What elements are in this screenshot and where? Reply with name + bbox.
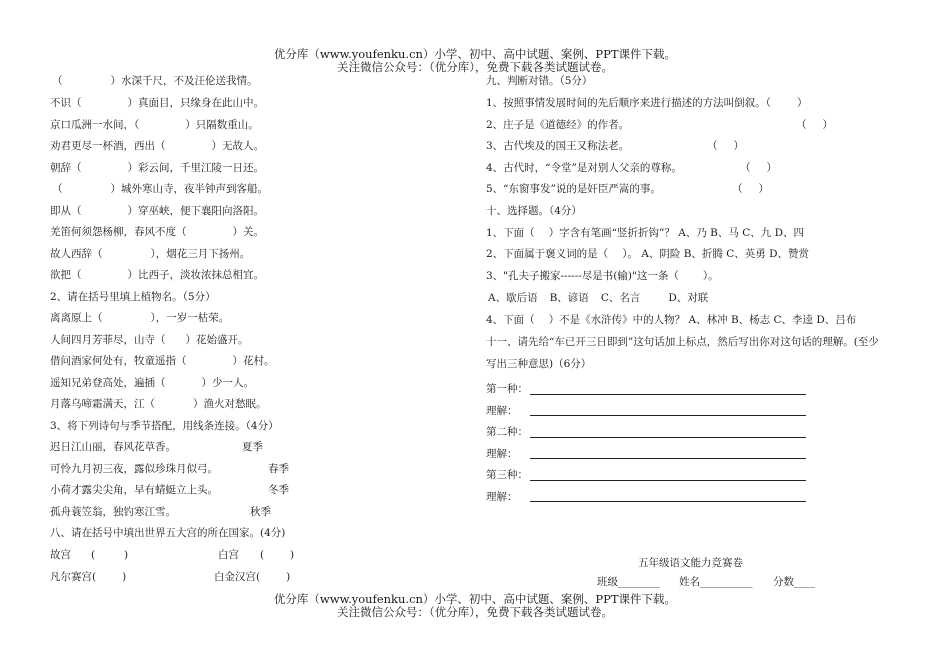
answer-label-4: 理解： (486, 448, 518, 460)
q11-title-line-2: 写出三种意思)（6分） (486, 358, 592, 370)
answer-label-3: 第二种： (486, 426, 528, 438)
q10-title: 十、选择题。（4分） (486, 205, 582, 217)
answer-line-4[interactable] (530, 458, 806, 459)
q10-item-3-options: A、歇后语 B、谚语 C、名言 D、对联 (488, 292, 709, 304)
footer-line-1: 优分库（www.youfenku.cn）小学、初中、高中试题、案例、PPT课件下载。 (273, 592, 677, 606)
q2-item-4: 遥知兄弟登高处，遍插（ ）少一人。 (50, 377, 254, 389)
q2-item-3: 借问酒家何处有，牧童遥指（ ）花村。 (50, 355, 275, 367)
q3-poem-3: 小荷才露尖尖角，早有蜻蜓立上头。 (50, 484, 218, 496)
q3-poem-1: 迟日江山丽，春风花草香。 (50, 441, 176, 453)
palace-2: 白宫 (218, 549, 239, 561)
class-field[interactable]: 班级________ (597, 576, 660, 588)
score-field[interactable]: 分数____ (773, 576, 815, 588)
banner-line-2: 关注微信公众号：（优分库），免费下载各类试题试卷。 (337, 60, 613, 74)
palace-2-paren-open: ( (260, 549, 265, 561)
palace-1: 故宫 (50, 549, 71, 561)
q9-item-2-paren: （ ） (796, 119, 833, 131)
q3-title: 3、将下列诗句与季节搭配，用线条连接。（4分） (50, 420, 279, 432)
q9-item-5: 5、“东窗事发”说的是奸臣严嵩的事。 (486, 183, 661, 195)
answer-line-1[interactable] (530, 394, 806, 395)
answer-label-1: 第一种： (486, 383, 528, 395)
answer-line-3[interactable] (530, 437, 806, 438)
q9-title: 九、判断对错。（5分） (486, 75, 593, 87)
q3-season-2: 春季 (268, 463, 289, 475)
poem-line-3: 京口瓜洲一水间，（ ）只隔数重山。 (50, 119, 259, 131)
q9-item-4-paren: （ ） (740, 162, 777, 174)
answer-label-6: 理解： (486, 491, 518, 503)
answer-label-2: 理解： (486, 405, 518, 417)
footer-line-2: 关注微信公众号：（优分库），免费下载各类试题试卷。 (337, 605, 613, 619)
q9-item-3: 3、古代埃及的国王又称法老。 (486, 140, 630, 152)
q11-title-line-1: 十一、请先给“车已开三日即到”这句话加上标点，然后写出你对这句话的理解。(至少 (486, 336, 879, 348)
answer-line-6[interactable] (530, 501, 806, 502)
poem-line-2: 不识（ ）真面目，只缘身在此山中。 (50, 97, 264, 109)
exam-title: 五年级语文能力竞赛卷 (638, 557, 743, 569)
q2-item-2: 人间四月芳菲尽，山寺（ ）花始盛开。 (50, 334, 249, 346)
q2-title: 2、请在括号里填上植物名。（5分） (50, 291, 216, 303)
q10-item-3: 3、"孔夫子搬家------尽是书(输)"这一条（ ）。 (486, 270, 719, 282)
q9-item-5-paren: （ ） (732, 183, 769, 195)
q10-item-4: 4、下面（ ）不是《水浒传》中的人物？ A、林冲 B、杨志 C、李逵 D、吕布 (486, 314, 857, 326)
poem-line-10: 欲把（ ）比西子，淡妆浓抹总相宜。 (50, 269, 264, 281)
poem-line-4: 劝君更尽一杯酒，西出（ ）无故人。 (50, 140, 264, 152)
q3-season-1: 夏季 (242, 441, 263, 453)
banner-line-1: 优分库（www.youfenku.cn）小学、初中、高中试题、案例、PPT课件下载。 (273, 47, 677, 61)
palace-1-paren-close: ) (124, 549, 129, 561)
answer-label-5: 第三种： (486, 469, 528, 481)
q3-poem-4: 孤舟蓑笠翁，独钓寒江雪。 (50, 506, 176, 518)
q2-item-5: 月落乌啼霜满天，江（ ）渔火对愁眠。 (50, 398, 267, 410)
q9-item-3-paren: （ ） (707, 140, 744, 152)
q3-poem-2: 可怜九月初三夜，露似珍珠月似弓。 (50, 463, 218, 475)
poem-line-1: （ ）水深千尺，不及汪伦送我情。 (52, 75, 258, 87)
poem-line-7: 即从（ ）穿巫峡，便下襄阳向洛阳。 (50, 205, 264, 217)
poem-line-5: 朝辞（ ）彩云间，千里江陵一日还。 (50, 162, 264, 174)
q2-item-1: 离离原上（ ），一岁一枯荣。 (50, 312, 230, 324)
poem-line-6: （ ）城外寒山寺，夜半钟声到客船。 (52, 183, 268, 195)
q9-item-2: 2、庄子是《道德经》的作者。 (486, 119, 630, 131)
palace-3: 凡尔赛宫( ) (50, 571, 127, 583)
q9-item-1: 1、按照事情发展时间的先后顺序来进行描述的方法叫倒叙。（ ） (486, 97, 808, 109)
name-field[interactable]: 姓名__________ (679, 576, 753, 588)
q9-item-4: 4、古代时，“令堂”是对别人父亲的尊称。 (486, 162, 682, 174)
poem-line-8: 羌笛何须怨杨柳，春风不度（ ）关。 (50, 226, 264, 238)
palace-1-paren-open: ( (91, 549, 96, 561)
header-banner (0, 48, 950, 74)
poem-line-9: 故人西辞（ ），烟花三月下扬州。 (50, 248, 251, 260)
palace-4: 白金汉宫( ) (214, 571, 291, 583)
answer-line-5[interactable] (530, 480, 806, 481)
footer-banner (0, 593, 950, 619)
q8-title: 八、请在括号中填出世界五大宫的所在国家。(4分) (50, 527, 286, 539)
q10-item-1: 1、下面（ ）字含有笔画“竖折折钩”？ A、乃 B、马 C、九 D、四 (486, 227, 805, 239)
q3-season-4: 秋季 (250, 506, 271, 518)
q10-item-2: 2、下面属于褒义词的是（ ）。 A、阴险 B、折腾 C、英勇 D、赞赏 (486, 248, 810, 260)
q3-season-3: 冬季 (268, 484, 289, 496)
palace-2-paren-close: ) (290, 549, 295, 561)
answer-line-2[interactable] (530, 415, 806, 416)
